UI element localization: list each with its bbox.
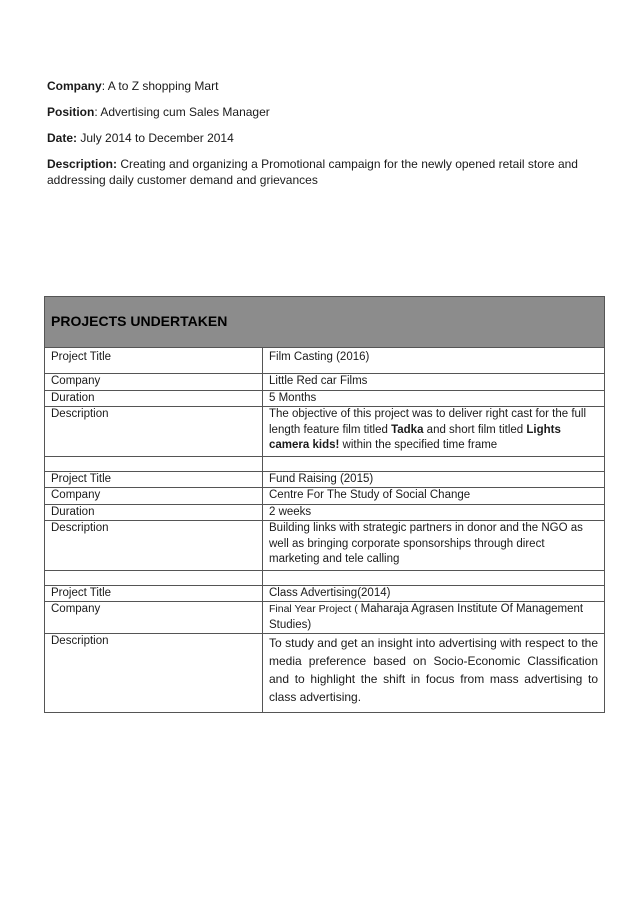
project1-desc-text-a: The objective of this project was to deliver right cast for the full length feature film titled xyxy=(269,408,587,436)
table-row xyxy=(45,488,605,505)
job-company-line xyxy=(47,78,592,94)
job-date-line xyxy=(47,130,592,146)
table-row xyxy=(45,634,605,713)
project3-company-label: Company xyxy=(45,602,263,634)
job-position-line xyxy=(47,104,592,120)
project3-description: To study and get an insight into advertising with respect to the media preference based on Socio-Economic Classification and to highlight the shift in focus from mass advertising to class advertising. xyxy=(263,634,605,713)
job-company-value: : A to Z shopping Mart xyxy=(101,79,219,93)
project3-title-label: Project Title xyxy=(45,585,263,602)
job-position-value: : Advertising cum Sales Manager xyxy=(94,105,270,119)
table-spacer-row xyxy=(45,456,605,471)
project1-desc-film-lights: Lights camera kids! xyxy=(269,423,561,451)
project1-duration-label: Duration xyxy=(45,390,263,407)
job-company-label: Company xyxy=(47,79,102,93)
table-row xyxy=(45,407,605,457)
projects-header-row xyxy=(45,297,605,348)
table-row xyxy=(45,390,605,407)
project1-desc-text-c: and short film titled xyxy=(423,423,527,436)
project1-company-label: Company xyxy=(45,374,263,391)
table-row xyxy=(45,348,605,374)
job-experience-section xyxy=(47,78,592,198)
table-row xyxy=(45,471,605,488)
project1-description-label: Description xyxy=(45,407,263,457)
table-spacer-row xyxy=(45,570,605,585)
project3-company-prefix: Final Year Project ( xyxy=(269,603,361,615)
project3-description-label: Description xyxy=(45,634,263,713)
project1-desc-text-e: within the specified time frame xyxy=(339,439,498,451)
project1-title: Film Casting (2016) xyxy=(263,348,605,374)
project2-duration-label: Duration xyxy=(45,504,263,521)
project1-desc-film-tadka: Tadka xyxy=(391,423,424,436)
table-row xyxy=(45,602,605,634)
project1-duration: 5 Months xyxy=(263,390,605,407)
projects-table xyxy=(44,296,605,713)
project2-company-label: Company xyxy=(45,488,263,505)
job-description-line xyxy=(47,156,592,188)
project3-company xyxy=(263,602,605,634)
job-date-value: July 2014 to December 2014 xyxy=(77,131,234,145)
job-description-label: Description: xyxy=(47,157,118,171)
project2-title: Fund Raising (2015) xyxy=(263,471,605,488)
table-row xyxy=(45,521,605,571)
project2-company: Centre For The Study of Social Change xyxy=(263,488,605,505)
table-row xyxy=(45,504,605,521)
project2-duration: 2 weeks xyxy=(263,504,605,521)
project1-description xyxy=(263,407,605,457)
job-date-label: Date: xyxy=(47,131,78,145)
table-row xyxy=(45,374,605,391)
project1-company: Little Red car Films xyxy=(263,374,605,391)
project3-company-institute: Maharaja Agrasen Institute Of Management Studies) xyxy=(269,603,584,631)
project1-title-label: Project Title xyxy=(45,348,263,374)
job-description-value: Creating and organizing a Promotional campaign for the newly opened retail store and addressing daily customer demand and grievances xyxy=(47,157,578,187)
project2-title-label: Project Title xyxy=(45,471,263,488)
job-position-label: Position xyxy=(47,105,95,119)
projects-heading: PROJECTS UNDERTAKEN xyxy=(45,297,605,348)
project2-description: Building links with strategic partners in donor and the NGO as well as bringing corporate sponsorships through direct marketing and tele calling xyxy=(263,521,605,571)
table-row xyxy=(45,585,605,602)
project2-description-label: Description xyxy=(45,521,263,571)
project3-title: Class Advertising(2014) xyxy=(263,585,605,602)
